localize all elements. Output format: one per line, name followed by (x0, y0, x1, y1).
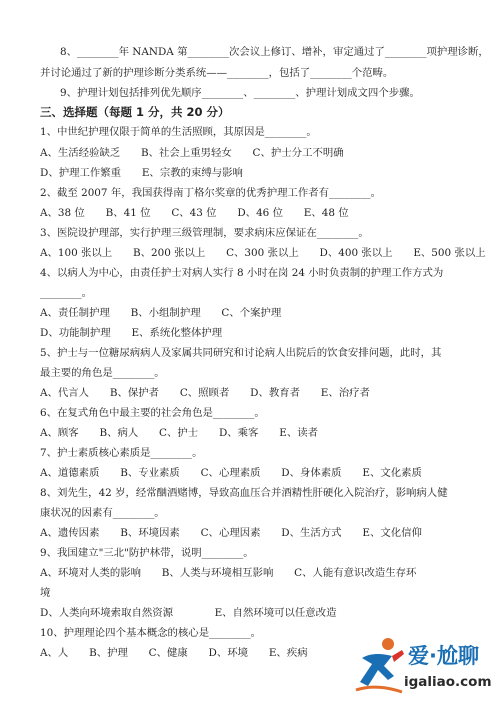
text-line: 境 (40, 587, 51, 599)
text-line: D、功能制护理 E、系统化整体护理 (40, 327, 223, 339)
text-line: 并讨论通过了新的护理诊断分类系统——________，包括了________个范畴。 (40, 67, 394, 79)
text-line: 7、护士素质核心素质是________。 (40, 447, 203, 459)
text-line: A、代言人 B、保护者 C、照顾者 D、教育者 E、治疗者 (40, 387, 370, 399)
text-line: 4、以病人为中心，由责任护士对病人实行 8 小时在岗 24 小时负责制的护理工作方式为 (40, 267, 444, 279)
text-line: 康状况的因素有________。 (40, 507, 165, 519)
text-line: D、护理工作繁重 E、宗教的束缚与影响 (40, 167, 243, 179)
text-line: A、100 张以上 B、200 张以上 C、300 张以上 D、400 张以上 E、500 张以上 (40, 247, 486, 259)
text-line: 1、中世纪护理仅限于简单的生活照顾，其原因是________。 (40, 126, 317, 138)
text-line: A、道德素质 B、专业素质 C、心理素质 D、身体素质 E、文化素质 (40, 467, 422, 479)
running-figure-icon (354, 636, 406, 696)
text-line: 9、护理计划包括排列优先顺序________、________、护理计划成文四个步骤。 (60, 87, 420, 99)
text-line: A、顾客 B、病人 C、护士 D、乘客 E、读者 (40, 427, 318, 439)
text-line: A、环境对人类的影响 B、人类与环境相互影响 C、人能有意识改造生存环 (40, 567, 417, 579)
section-heading: 三、选择题（每题 1 分，共 20 分） (40, 105, 230, 119)
text-line: 8、刘先生，42 岁，经常酗酒赌博，导致高血压合并酒精性肝硬化入院治疗，影响病人健 (40, 487, 448, 499)
text-line: 2、截至 2007 年，我国获得南丁格尔奖章的优秀护理工作者有________。 (40, 187, 381, 199)
text-line: ________。 (40, 287, 92, 299)
text-line: D、人类向环境索取自然资源 E、自然环境可以任意改造 (40, 607, 337, 619)
text-line: A、遗传因素 B、环境因素 C、心理因素 D、生活方式 E、文化信仰 (40, 527, 422, 539)
text-line: A、生活经验缺乏 B、社会上重男轻女 C、护士分工不明确 (40, 147, 344, 159)
text-line: 9、我国建立"三北"防护林带，说明________。 (40, 547, 254, 559)
watermark-url: igaliao.com (404, 674, 492, 690)
text-line: 10、护理理论四个基本概念的核心是________。 (40, 627, 262, 639)
text-line: A、责任制护理 B、小组制护理 C、个案护理 (40, 307, 282, 319)
text-line: 6、在复式角色中最主要的社会角色是________。 (40, 407, 265, 419)
text-line: 5、护士与一位糖尿病病人及家属共同研究和讨论病人出院后的饮食安排问题，此时，其 (40, 347, 442, 359)
text-line: A、人 B、护理 C、健康 D、环境 E、疾病 (40, 647, 308, 659)
text-line: 3、医院设护理部，实行护理三级管理制，要求病床应保证在________。 (40, 227, 369, 239)
text-line: A、38 位 B、41 位 C、43 位 D、46 位 E、48 位 (40, 207, 349, 219)
watermark-logo (354, 634, 494, 700)
watermark-brand: 爱·尬聊 (408, 644, 479, 668)
text-line: 最主要的角色是________。 (40, 367, 165, 379)
text-line: 8、________年 NANDA 第________次会议上修订、增补，审定通过了________项护理诊断， (60, 46, 489, 58)
